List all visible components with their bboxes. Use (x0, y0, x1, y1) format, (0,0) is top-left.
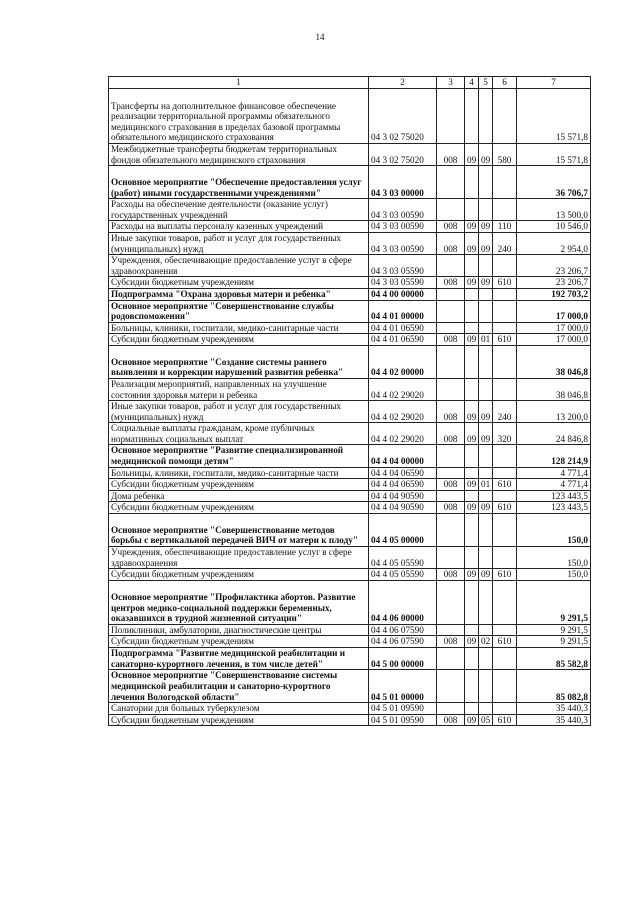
table-row (109, 569, 591, 581)
cell-name: Расходы на обеспечение деятельности (оказание услуг) государственных учреждений (109, 199, 369, 221)
cell-code: 04 3 03 00000 (369, 166, 437, 199)
cell-section (465, 89, 479, 144)
cell-subsection: 02 (479, 636, 493, 648)
cell-subsection (479, 378, 493, 400)
cell-name: Поликлиники, амбулатории, диагностические центры (109, 624, 369, 636)
cell-subsection (479, 703, 493, 715)
cell-code: 04 5 01 09590 (369, 714, 437, 726)
table-row (109, 144, 591, 166)
column-header-subsection: 5 (479, 77, 493, 89)
cell-amount: 10 546,0 (517, 221, 591, 233)
cell-admin (437, 166, 465, 199)
table-row (109, 636, 591, 648)
cell-name: Основное мероприятие "Совершенствование методов борьбы с вертикальной передачей ВИЧ от матери к плоду" (109, 514, 369, 547)
cell-expense-type (493, 490, 517, 502)
cell-name: Субсидии бюджетным учреждениям (109, 334, 369, 346)
table-row (109, 378, 591, 400)
cell-subsection: 09 (479, 144, 493, 166)
table-row (109, 277, 591, 289)
cell-name: Межбюджетные трансферты бюджетам территориальных фондов обязательного медицинского страхования (109, 144, 369, 166)
cell-section: 09 (465, 144, 479, 166)
cell-subsection: 09 (479, 502, 493, 514)
cell-subsection (479, 547, 493, 569)
cell-subsection: 09 (479, 423, 493, 445)
cell-code: 04 4 01 00000 (369, 300, 437, 322)
cell-section: 09 (465, 334, 479, 346)
cell-section (465, 288, 479, 300)
table-row (109, 490, 591, 502)
cell-expense-type: 610 (493, 569, 517, 581)
cell-name: Расходы на выплаты персоналу казенных учреждений (109, 221, 369, 233)
cell-admin (437, 580, 465, 624)
cell-code: 04 4 01 06590 (369, 334, 437, 346)
table-row (109, 255, 591, 277)
column-header-section: 4 (465, 77, 479, 89)
cell-subsection (479, 166, 493, 199)
cell-expense-type: 610 (493, 714, 517, 726)
cell-name: Субсидии бюджетным учреждениям (109, 569, 369, 581)
cell-name: Иные закупки товаров, работ и услуг для государственных (муниципальных) нужд (109, 401, 369, 423)
column-header-amount: 7 (517, 77, 591, 89)
cell-expense-type (493, 378, 517, 400)
cell-subsection: 01 (479, 479, 493, 491)
budget-table (108, 76, 591, 726)
cell-amount: 15 571,8 (517, 144, 591, 166)
cell-name: Основное мероприятие "Совершенствование системы медицинской реабилитации и санаторно-курортного лечения Вологодской области" (109, 670, 369, 703)
table-row (109, 502, 591, 514)
table-row (109, 467, 591, 479)
cell-code: 04 4 04 90590 (369, 490, 437, 502)
cell-code: 04 4 01 06590 (369, 322, 437, 334)
cell-name: Субсидии бюджетным учреждениям (109, 714, 369, 726)
table-row (109, 703, 591, 715)
cell-admin: 008 (437, 423, 465, 445)
table-row (109, 624, 591, 636)
cell-expense-type (493, 580, 517, 624)
cell-section: 09 (465, 221, 479, 233)
cell-name: Санатории для больных туберкулезом (109, 703, 369, 715)
cell-expense-type (493, 670, 517, 703)
cell-code: 04 4 04 00000 (369, 445, 437, 467)
cell-amount: 24 846,8 (517, 423, 591, 445)
cell-code: 04 5 01 00000 (369, 670, 437, 703)
cell-code: 04 4 05 00000 (369, 514, 437, 547)
cell-subsection: 09 (479, 401, 493, 423)
cell-admin (437, 445, 465, 467)
cell-code: 04 3 03 00590 (369, 199, 437, 221)
cell-expense-type: 240 (493, 401, 517, 423)
table-row (109, 232, 591, 254)
cell-section (465, 255, 479, 277)
cell-code: 04 4 05 05590 (369, 569, 437, 581)
cell-subsection (479, 445, 493, 467)
cell-name: Дома ребенка (109, 490, 369, 502)
cell-expense-type: 610 (493, 636, 517, 648)
cell-code: 04 4 06 07590 (369, 636, 437, 648)
cell-code: 04 4 04 06590 (369, 467, 437, 479)
cell-amount: 128 214,9 (517, 445, 591, 467)
cell-admin (437, 514, 465, 547)
cell-subsection: 09 (479, 232, 493, 254)
table-row (109, 334, 591, 346)
cell-name: Основное мероприятие "Обеспечение предоставления услуг (работ) иными государственными учреждениями" (109, 166, 369, 199)
table-row (109, 199, 591, 221)
cell-admin (437, 703, 465, 715)
cell-amount: 150,0 (517, 514, 591, 547)
cell-amount: 85 082,8 (517, 670, 591, 703)
cell-subsection (479, 624, 493, 636)
cell-amount: 150,0 (517, 547, 591, 569)
cell-code: 04 4 05 05590 (369, 547, 437, 569)
cell-subsection (479, 670, 493, 703)
column-header-expense-type: 6 (493, 77, 517, 89)
cell-name: Учреждения, обеспечивающие предоставление услуг в сфере здравоохранения (109, 255, 369, 277)
cell-amount: 17 000,0 (517, 322, 591, 334)
cell-subsection: 01 (479, 334, 493, 346)
cell-amount: 123 443,5 (517, 502, 591, 514)
cell-name: Основное мероприятие "Развитие специализированной медицинской помощи детям" (109, 445, 369, 467)
cell-section (465, 345, 479, 378)
cell-name: Реализация мероприятий, направленных на улучшение состояния здоровья матери и ребенка (109, 378, 369, 400)
cell-amount: 36 706,7 (517, 166, 591, 199)
cell-section (465, 547, 479, 569)
cell-code: 04 3 02 75020 (369, 89, 437, 144)
cell-expense-type (493, 703, 517, 715)
cell-expense-type (493, 547, 517, 569)
table-row (109, 166, 591, 199)
cell-section: 09 (465, 636, 479, 648)
cell-subsection (479, 490, 493, 502)
cell-admin (437, 467, 465, 479)
table-row (109, 221, 591, 233)
cell-amount: 35 440,3 (517, 714, 591, 726)
cell-amount: 13 200,0 (517, 401, 591, 423)
cell-expense-type (493, 345, 517, 378)
cell-subsection (479, 89, 493, 144)
cell-admin: 008 (437, 277, 465, 289)
cell-expense-type: 110 (493, 221, 517, 233)
cell-admin (437, 547, 465, 569)
page-number: 14 (315, 32, 325, 42)
cell-amount: 35 440,3 (517, 703, 591, 715)
cell-name: Субсидии бюджетным учреждениям (109, 479, 369, 491)
table-row (109, 514, 591, 547)
cell-expense-type: 580 (493, 144, 517, 166)
cell-section (465, 378, 479, 400)
table-row (109, 423, 591, 445)
cell-amount: 4 771,4 (517, 479, 591, 491)
cell-subsection (479, 288, 493, 300)
cell-name: Подпрограмма "Охрана здоровья матери и ребенка" (109, 288, 369, 300)
cell-expense-type (493, 288, 517, 300)
cell-section (465, 322, 479, 334)
cell-admin (437, 624, 465, 636)
table-row (109, 89, 591, 144)
table-row (109, 479, 591, 491)
column-header-name: 1 (109, 77, 369, 89)
cell-amount: 123 443,5 (517, 490, 591, 502)
cell-expense-type (493, 648, 517, 670)
cell-amount: 2 954,0 (517, 232, 591, 254)
cell-code: 04 4 02 29020 (369, 378, 437, 400)
cell-code: 04 3 03 05590 (369, 255, 437, 277)
cell-subsection: 09 (479, 569, 493, 581)
cell-section (465, 300, 479, 322)
cell-section (465, 703, 479, 715)
cell-subsection (479, 580, 493, 624)
cell-section: 09 (465, 714, 479, 726)
cell-name: Учреждения, обеспечивающие предоставление услуг в сфере здравоохранения (109, 547, 369, 569)
cell-expense-type (493, 89, 517, 144)
cell-code: 04 4 00 00000 (369, 288, 437, 300)
table-header-row (109, 77, 591, 89)
cell-name: Субсидии бюджетным учреждениям (109, 502, 369, 514)
cell-name: Иные закупки товаров, работ и услуг для государственных (муниципальных) нужд (109, 232, 369, 254)
table-row (109, 445, 591, 467)
cell-admin (437, 670, 465, 703)
cell-section: 09 (465, 401, 479, 423)
cell-expense-type (493, 255, 517, 277)
cell-section: 09 (465, 277, 479, 289)
cell-subsection (479, 199, 493, 221)
cell-admin (437, 648, 465, 670)
cell-amount: 38 046,8 (517, 345, 591, 378)
cell-admin (437, 199, 465, 221)
cell-expense-type (493, 166, 517, 199)
cell-section (465, 580, 479, 624)
cell-admin: 008 (437, 144, 465, 166)
cell-expense-type (493, 445, 517, 467)
cell-subsection (479, 648, 493, 670)
table-body (109, 89, 591, 726)
cell-section: 09 (465, 502, 479, 514)
cell-section: 09 (465, 569, 479, 581)
cell-expense-type: 240 (493, 232, 517, 254)
cell-name: Подпрограмма "Развитие медицинской реабилитации и санаторно-курортного лечения, в том числе детей" (109, 648, 369, 670)
column-header-admin: 3 (437, 77, 465, 89)
cell-section (465, 624, 479, 636)
cell-amount: 192 703,2 (517, 288, 591, 300)
cell-section: 09 (465, 479, 479, 491)
cell-admin (437, 255, 465, 277)
cell-subsection: 09 (479, 277, 493, 289)
cell-amount: 13 500,0 (517, 199, 591, 221)
cell-admin: 008 (437, 232, 465, 254)
cell-admin (437, 89, 465, 144)
cell-subsection (479, 322, 493, 334)
cell-amount: 15 571,8 (517, 89, 591, 144)
cell-code: 04 4 02 00000 (369, 345, 437, 378)
cell-admin (437, 322, 465, 334)
cell-expense-type: 610 (493, 502, 517, 514)
cell-name: Трансферты на дополнительное финансовое обеспечение реализации территориальной программы обязательного медицинского страхования в пределах базовой программы обязательного медицинского страхования (109, 89, 369, 144)
cell-amount: 9 291,5 (517, 636, 591, 648)
cell-code: 04 4 04 06590 (369, 479, 437, 491)
cell-subsection (479, 300, 493, 322)
cell-amount: 17 000,0 (517, 300, 591, 322)
cell-expense-type: 610 (493, 334, 517, 346)
cell-amount: 17 000,0 (517, 334, 591, 346)
cell-expense-type: 610 (493, 479, 517, 491)
cell-admin (437, 345, 465, 378)
cell-code: 04 4 02 29020 (369, 401, 437, 423)
cell-section (465, 490, 479, 502)
cell-subsection: 09 (479, 221, 493, 233)
cell-admin: 008 (437, 479, 465, 491)
cell-section (465, 445, 479, 467)
cell-code: 04 4 04 90590 (369, 502, 437, 514)
cell-section (465, 514, 479, 547)
cell-expense-type (493, 514, 517, 547)
cell-expense-type (493, 624, 517, 636)
cell-expense-type (493, 467, 517, 479)
cell-section (465, 670, 479, 703)
cell-code: 04 3 03 05590 (369, 277, 437, 289)
cell-amount: 38 046,8 (517, 378, 591, 400)
cell-code: 04 3 03 00590 (369, 232, 437, 254)
cell-subsection (479, 467, 493, 479)
cell-name: Больницы, клиники, госпитали, медико-санитарные части (109, 467, 369, 479)
cell-section: 09 (465, 423, 479, 445)
cell-admin: 008 (437, 334, 465, 346)
table-row (109, 547, 591, 569)
cell-name: Основное мероприятие "Создание системы раннего выявления и коррекции нарушений развития ребенка" (109, 345, 369, 378)
table-row (109, 714, 591, 726)
cell-admin: 008 (437, 569, 465, 581)
cell-code: 04 4 02 29020 (369, 423, 437, 445)
cell-subsection (479, 255, 493, 277)
cell-name: Основное мероприятие "Совершенствование службы родовспоможения" (109, 300, 369, 322)
cell-subsection (479, 514, 493, 547)
cell-code: 04 4 06 00000 (369, 580, 437, 624)
cell-name: Субсидии бюджетным учреждениям (109, 277, 369, 289)
cell-code: 04 5 01 09590 (369, 703, 437, 715)
table-row (109, 401, 591, 423)
cell-amount: 9 291,5 (517, 624, 591, 636)
cell-section (465, 199, 479, 221)
cell-name: Социальные выплаты гражданам, кроме публичных нормативных социальных выплат (109, 423, 369, 445)
cell-amount: 85 582,8 (517, 648, 591, 670)
cell-admin (437, 378, 465, 400)
cell-section (465, 467, 479, 479)
table-row (109, 288, 591, 300)
cell-admin: 008 (437, 714, 465, 726)
cell-section: 09 (465, 232, 479, 254)
cell-admin (437, 300, 465, 322)
cell-amount: 23 206,7 (517, 277, 591, 289)
cell-admin: 008 (437, 636, 465, 648)
cell-admin (437, 490, 465, 502)
cell-code: 04 4 06 07590 (369, 624, 437, 636)
cell-section (465, 166, 479, 199)
cell-expense-type (493, 322, 517, 334)
cell-amount: 9 291,5 (517, 580, 591, 624)
column-header-code: 2 (369, 77, 437, 89)
cell-section (465, 648, 479, 670)
cell-admin: 008 (437, 401, 465, 423)
table-row (109, 322, 591, 334)
cell-name: Больницы, клиники, госпитали, медико-санитарные части (109, 322, 369, 334)
cell-name: Субсидии бюджетным учреждениям (109, 636, 369, 648)
table-row (109, 648, 591, 670)
cell-code: 04 3 03 00590 (369, 221, 437, 233)
cell-name: Основное мероприятие "Профилактика абортов. Развитие центров медико-социальной поддержки беременных, оказавшихся в трудной жизненной ситуации" (109, 580, 369, 624)
cell-admin: 008 (437, 221, 465, 233)
table-row (109, 580, 591, 624)
cell-expense-type: 610 (493, 277, 517, 289)
table-row (109, 300, 591, 322)
cell-code: 04 3 02 75020 (369, 144, 437, 166)
cell-amount: 150,0 (517, 569, 591, 581)
cell-expense-type (493, 199, 517, 221)
cell-expense-type: 320 (493, 423, 517, 445)
table-row (109, 670, 591, 703)
cell-code: 04 5 00 00000 (369, 648, 437, 670)
cell-subsection (479, 345, 493, 378)
cell-admin (437, 288, 465, 300)
cell-admin: 008 (437, 502, 465, 514)
cell-amount: 4 771,4 (517, 467, 591, 479)
table-row (109, 345, 591, 378)
cell-subsection: 05 (479, 714, 493, 726)
cell-amount: 23 206,7 (517, 255, 591, 277)
cell-expense-type (493, 300, 517, 322)
